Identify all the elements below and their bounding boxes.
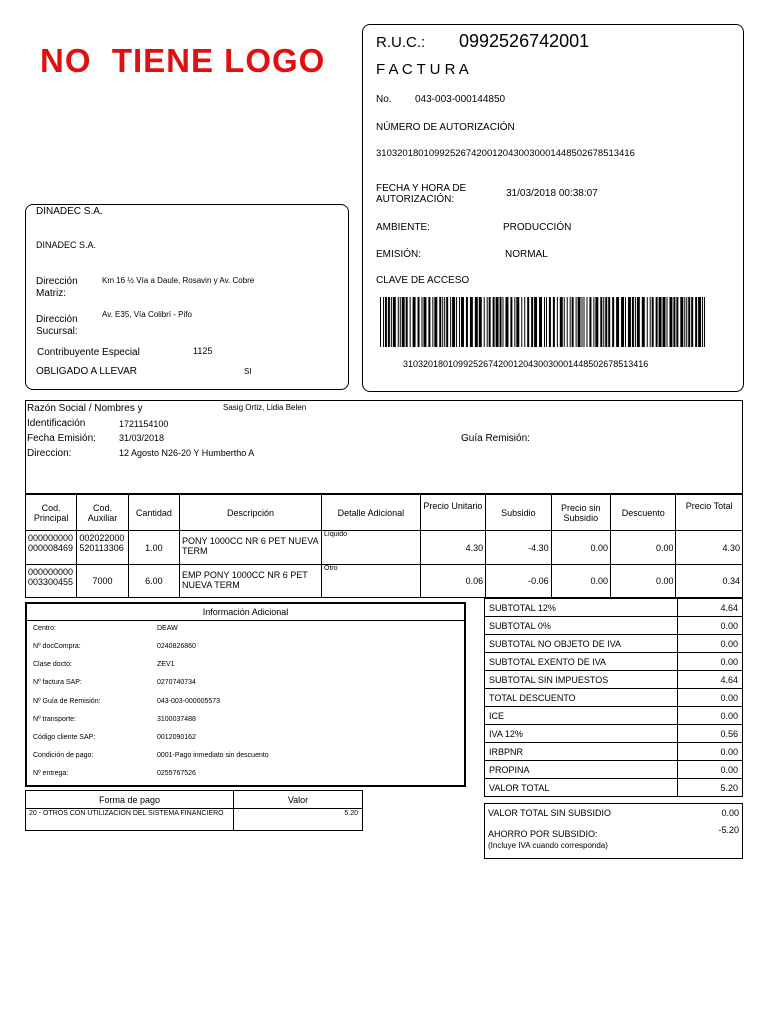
cell-precio-sin-subsidio: 0.00: [551, 565, 610, 598]
info-label: Nº docCompra:: [33, 643, 81, 650]
client-address: 12 Agosto N26-20 Y Humbertho A: [119, 448, 255, 458]
info-label: Nº transporte:: [33, 716, 77, 723]
totals-label: SUBTOTAL SIN IMPUESTOS: [485, 671, 678, 689]
info-value: 0240826860: [157, 643, 196, 650]
totals-label: SUBTOTAL NO OBJETO DE IVA: [485, 635, 678, 653]
cell-subsidio: -0.06: [486, 565, 551, 598]
cell-precio-total: 4.30: [676, 531, 743, 565]
col-header-detalle: Detalle Adicional: [322, 495, 421, 531]
cell-descripcion: EMP PONY 1000CC NR 6 PET NUEVA TERM: [180, 565, 322, 598]
totals-row: [485, 743, 743, 761]
info-value: 3100037488: [157, 716, 196, 723]
info-value: 0012090162: [157, 734, 196, 741]
access-key-number: 3103201801099252674200120430030001448502678513416: [403, 359, 649, 369]
cell-descuento: 0.00: [611, 531, 676, 565]
info-value: 0270740734: [157, 679, 196, 686]
emision-value: NORMAL: [505, 249, 548, 260]
matriz-address: Km 16 ½ Vía a Daule, Rosavin y Av. Cobre: [102, 276, 255, 285]
cell-detalle: Otro: [322, 565, 421, 598]
branch-address: Av. E35, Vía Colibrí - Pifo: [102, 310, 192, 319]
totals-value: 5.20: [678, 779, 743, 797]
ruc-number: 0992526742001: [459, 31, 590, 51]
cell-precio-unitario: 4.30: [420, 531, 485, 565]
access-key-label: CLAVE DE ACCESO: [376, 275, 470, 286]
col-header-descuento: Descuento: [611, 495, 676, 531]
authorization-label: NÚMERO DE AUTORIZACIÓN: [376, 122, 515, 133]
issue-date-label: Fecha Emisión:: [27, 433, 96, 444]
totals-value: 0.00: [678, 707, 743, 725]
totals-table: [484, 598, 743, 797]
payment-method-header: Forma de pago: [26, 791, 234, 809]
col-header-descripcion: Descripción: [180, 495, 322, 531]
remission-guide-label: Guía Remisión:: [461, 433, 530, 444]
cell-cod-principal: 000000000 003300455: [26, 565, 77, 598]
info-label: Nº Guía de Remisión:: [33, 698, 101, 705]
client-box: [25, 400, 743, 494]
totals-label: PROPINA: [485, 761, 678, 779]
payment-value-header: Valor: [234, 791, 363, 809]
payment-method: 20 - OTROS CON UTILIZACION DEL SISTEMA FINANCIERO: [26, 809, 234, 831]
special-taxpayer-label: Contribuyente Especial: [37, 347, 140, 358]
issuer-name: DINADEC S.A.: [36, 206, 103, 217]
totals-label: TOTAL DESCUENTO: [485, 689, 678, 707]
cell-cod-principal: 000000000 000008469: [26, 531, 77, 565]
info-value: 0001-Pago inmediato sin descuento: [157, 752, 269, 759]
totals-row: [485, 725, 743, 743]
additional-info-box: [25, 602, 466, 787]
info-value: 043-003-000005573: [157, 698, 221, 705]
client-id: 1721154100: [119, 419, 169, 429]
cell-precio-sin-subsidio: 0.00: [551, 531, 610, 565]
totals-value: 0.00: [678, 617, 743, 635]
totals-value: 0.00: [678, 743, 743, 761]
logo-placeholder: NO TIENE LOGO: [40, 42, 326, 79]
col-header-cantidad: Cantidad: [128, 495, 179, 531]
authorization-date: 31/03/2018 00:38:07: [506, 188, 598, 199]
special-taxpayer-value: 1125: [193, 346, 213, 356]
cell-cod-auxiliar: 7000: [77, 565, 128, 598]
additional-info-title: Información Adicional: [27, 604, 464, 621]
cell-cod-auxiliar: 002022000 520113306: [77, 531, 128, 565]
payment-value: 5.20: [234, 809, 363, 831]
totals-label: SUBTOTAL EXENTO DE IVA: [485, 653, 678, 671]
items-table: [25, 494, 743, 598]
invoice-number-label: No.: [376, 94, 392, 105]
subsidy-savings-label: AHORRO POR SUBSIDIO:: [488, 829, 598, 839]
cell-descuento: 0.00: [611, 565, 676, 598]
col-header-precio-total: Precio Total: [676, 495, 743, 531]
cell-cantidad: 1.00: [128, 531, 179, 565]
client-name: Sasig Ortiz, Lidia Belen: [223, 403, 307, 412]
col-header-precio-sin-subsidio: Precio sin Subsidio: [551, 495, 610, 531]
subsidy-savings-note: (Incluye IVA cuando corresponda): [488, 841, 608, 850]
ruc-label: R.U.C.:: [376, 34, 426, 51]
table-row: [26, 531, 743, 565]
totals-value: 0.56: [678, 725, 743, 743]
total-without-subsidy: 0.00: [721, 808, 739, 818]
info-label: Centro:: [33, 625, 56, 632]
subsidy-box: [484, 803, 743, 859]
totals-row: [485, 653, 743, 671]
cell-precio-total: 0.34: [676, 565, 743, 598]
totals-value: 4.64: [678, 671, 743, 689]
branch-address-label: Dirección Sucursal:: [36, 314, 78, 337]
totals-row: [485, 779, 743, 797]
info-value: DEAW: [157, 625, 178, 632]
totals-row: [485, 599, 743, 617]
cell-subsidio: -4.30: [486, 531, 551, 565]
issue-date: 31/03/2018: [119, 433, 165, 443]
totals-label: ICE: [485, 707, 678, 725]
totals-row: [485, 635, 743, 653]
authorization-date-label: FECHA Y HORA DE AUTORIZACIÓN:: [376, 183, 467, 205]
cell-precio-unitario: 0.06: [420, 565, 485, 598]
total-without-subsidy-label: VALOR TOTAL SIN SUBSIDIO: [488, 808, 612, 818]
totals-label: IVA 12%: [485, 725, 678, 743]
ambiente-value: PRODUCCIÓN: [503, 222, 572, 233]
cell-cantidad: 6.00: [128, 565, 179, 598]
totals-row: [485, 707, 743, 725]
totals-row: [485, 617, 743, 635]
issuer-trade-name: DINADEC S.A.: [36, 240, 97, 250]
info-label: Clase docto:: [33, 661, 72, 668]
col-header-precio-unitario: Precio Unitario: [420, 495, 485, 531]
info-value: 0255767526: [157, 770, 196, 777]
cell-detalle: Líquido: [322, 531, 421, 565]
totals-label: SUBTOTAL 0%: [485, 617, 678, 635]
invoice-number: 043-003-000144850: [415, 94, 506, 105]
access-key-barcode: [380, 297, 707, 347]
totals-row: [485, 689, 743, 707]
subsidy-savings: -5.20: [718, 825, 739, 835]
totals-value: 0.00: [678, 635, 743, 653]
cell-descripcion: PONY 1000CC NR 6 PET NUEVA TERM: [180, 531, 322, 565]
info-value: ZEV1: [157, 661, 175, 668]
client-id-label: Identificación: [27, 418, 86, 429]
info-label: Nº entrega:: [33, 770, 69, 777]
emision-label: EMISIÓN:: [376, 249, 422, 260]
table-row: [26, 565, 743, 598]
totals-label: SUBTOTAL 12%: [485, 599, 678, 617]
ambiente-label: AMBIENTE:: [376, 222, 430, 233]
document-type: F A C T U R A: [376, 61, 469, 78]
totals-value: 4.64: [678, 599, 743, 617]
col-header-subsidio: Subsidio: [486, 495, 551, 531]
totals-value: 0.00: [678, 761, 743, 779]
totals-row: [485, 671, 743, 689]
client-address-label: Direccion:: [27, 448, 72, 459]
totals-value: 0.00: [678, 689, 743, 707]
matriz-address-label: Dirección Matriz:: [36, 276, 78, 299]
accounting-value: SI: [244, 367, 252, 376]
accounting-label: OBLIGADO A LLEVAR: [36, 366, 137, 377]
payment-table: [25, 790, 363, 831]
info-label: Condición de pago:: [33, 752, 94, 759]
items-header-row: [26, 495, 743, 531]
totals-label: VALOR TOTAL: [485, 779, 678, 797]
client-name-label: Razón Social / Nombres y: [27, 403, 143, 414]
totals-row: [485, 761, 743, 779]
issuer-box: [25, 204, 349, 390]
totals-value: 0.00: [678, 653, 743, 671]
col-header-cod-principal: Cod. Principal: [26, 495, 77, 531]
info-label: Nº factura SAP:: [33, 679, 82, 686]
totals-label: IRBPNR: [485, 743, 678, 761]
invoice-header-box: [362, 24, 744, 392]
info-label: Código cliente SAP:: [33, 734, 96, 741]
col-header-cod-auxiliar: Cod. Auxiliar: [77, 495, 128, 531]
authorization-number: 3103201801099252674200120430030001448502678513416: [376, 148, 635, 159]
